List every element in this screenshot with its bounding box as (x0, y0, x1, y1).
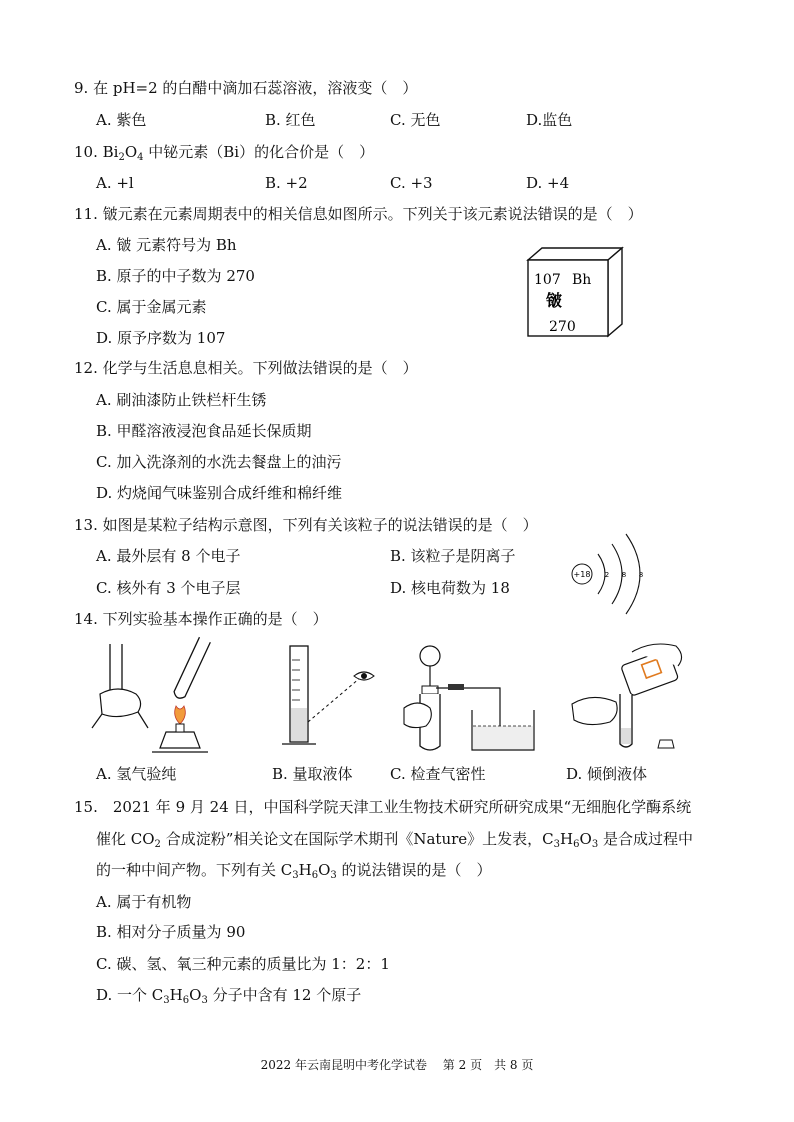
page-footer: 2022 年云南昆明中考化学试卷 第 2 页 共 8 页 (260, 1058, 534, 1072)
q9-option-d: D.监色 (526, 111, 573, 129)
figure-c-airtightness-check (390, 638, 540, 756)
particle-structure-diagram (560, 530, 670, 620)
q10-option-a: A. +l (96, 174, 134, 192)
q15-stem-line-1: 15. 2021 年 9 月 24 日，中国科学院天津工业生物技术研究所研究成果“无细胞化学酶系统 (74, 798, 692, 816)
q13-option-d: D. 核电荷数为 18 (390, 579, 510, 597)
q15-option-d: D. 一个 $C_3H_6O_3$ 分子中含有 12 个原子 (96, 986, 362, 1006)
q10-stem: 10. $Bi_2O_4$ 中铋元素（Bi）的化合价是（ ） (74, 143, 375, 163)
element-symbol: Bh (572, 272, 592, 288)
q15-stem-line-2: 催化 $CO_2$ 合成淀粉”相关论文在国际学术期刊《Nature》上发表，$C_3H_6O_3$ 是合成过程中 (96, 830, 693, 850)
element-name: 𬭛 (546, 291, 563, 310)
q14-caption-d: D. 倾倒液体 (566, 765, 648, 783)
q15-option-a: A. 属于有机物 (96, 893, 192, 911)
q15-option-c: C. 碳、氢、氧三种元素的质量比为 1：2：1 (96, 955, 390, 973)
q11-stem: 11. 𬭛元素在元素周期表中的相关信息如图所示。下列关于该元素说法错误的是（ ） (74, 205, 643, 223)
element-atomic-number: 107 (534, 272, 561, 288)
figure-d-pour-liquid (562, 636, 702, 756)
q12-option-a: A. 刷油漆防止铁栏杆生锈 (96, 391, 267, 409)
q9-stem: 9. 在 pH=2 的白醋中滴加石蕊溶液，溶液变（ ） (74, 79, 418, 97)
q14-caption-c: C. 检查气密性 (390, 765, 486, 783)
q12-stem: 12. 化学与生活息息相关。下列做法错误的是（ ） (74, 359, 418, 377)
shell-2-electrons: 8 (621, 571, 627, 579)
element-cell-diagram (520, 244, 624, 340)
q10-option-b: B. +2 (265, 174, 308, 192)
q11-option-b: B. 原子的中子数为 270 (96, 267, 255, 285)
q12-option-d: D. 灼烧闻气味鉴别合成纤维和棉纤维 (96, 484, 343, 502)
shell-3-electrons: 8 (638, 571, 644, 579)
figure-b-measure-liquid (278, 640, 388, 752)
q12-option-b: B. 甲醛溶液浸泡食品延长保质期 (96, 422, 312, 440)
q14-caption-b: B. 量取液体 (272, 765, 353, 783)
q9-option-a: A. 紫色 (96, 111, 147, 129)
figure-a-hydrogen-test (88, 636, 218, 756)
q13-option-a: A. 最外层有 8 个电子 (96, 547, 241, 565)
element-mass: 270 (549, 319, 576, 335)
q15-stem-line-3: 的一种中间产物。下列有关 $C_3H_6O_3$ 的说法错误的是（ ） (96, 861, 492, 881)
q11-option-d: D. 原予序数为 107 (96, 329, 226, 347)
nucleus-charge: +18 (573, 570, 591, 579)
q9-option-b: B. 红色 (265, 111, 316, 129)
q12-option-c: C. 加入洗涤剂的水洗去餐盘上的油污 (96, 453, 342, 471)
q15-option-b: B. 相对分子质量为 90 (96, 923, 246, 941)
q10-option-c: C. +3 (390, 174, 433, 192)
q11-option-c: C. 属于金属元素 (96, 298, 207, 316)
q14-caption-a: A. 氢气验纯 (96, 765, 177, 783)
shell-1-electrons: 2 (604, 571, 610, 579)
q10-option-d: D. +4 (526, 174, 570, 192)
q11-option-a: A. 𬭛 元素符号为 Bh (96, 236, 237, 254)
q13-option-b: B. 该粒子是阴离子 (390, 547, 516, 565)
q13-stem: 13. 如图是某粒子结构示意图，下列有关该粒子的说法错误的是（ ） (74, 516, 538, 534)
q13-option-c: C. 核外有 3 个电子层 (96, 579, 241, 597)
q14-stem: 14. 下列实验基本操作正确的是（ ） (74, 610, 328, 628)
q9-option-c: C. 无色 (390, 111, 441, 129)
